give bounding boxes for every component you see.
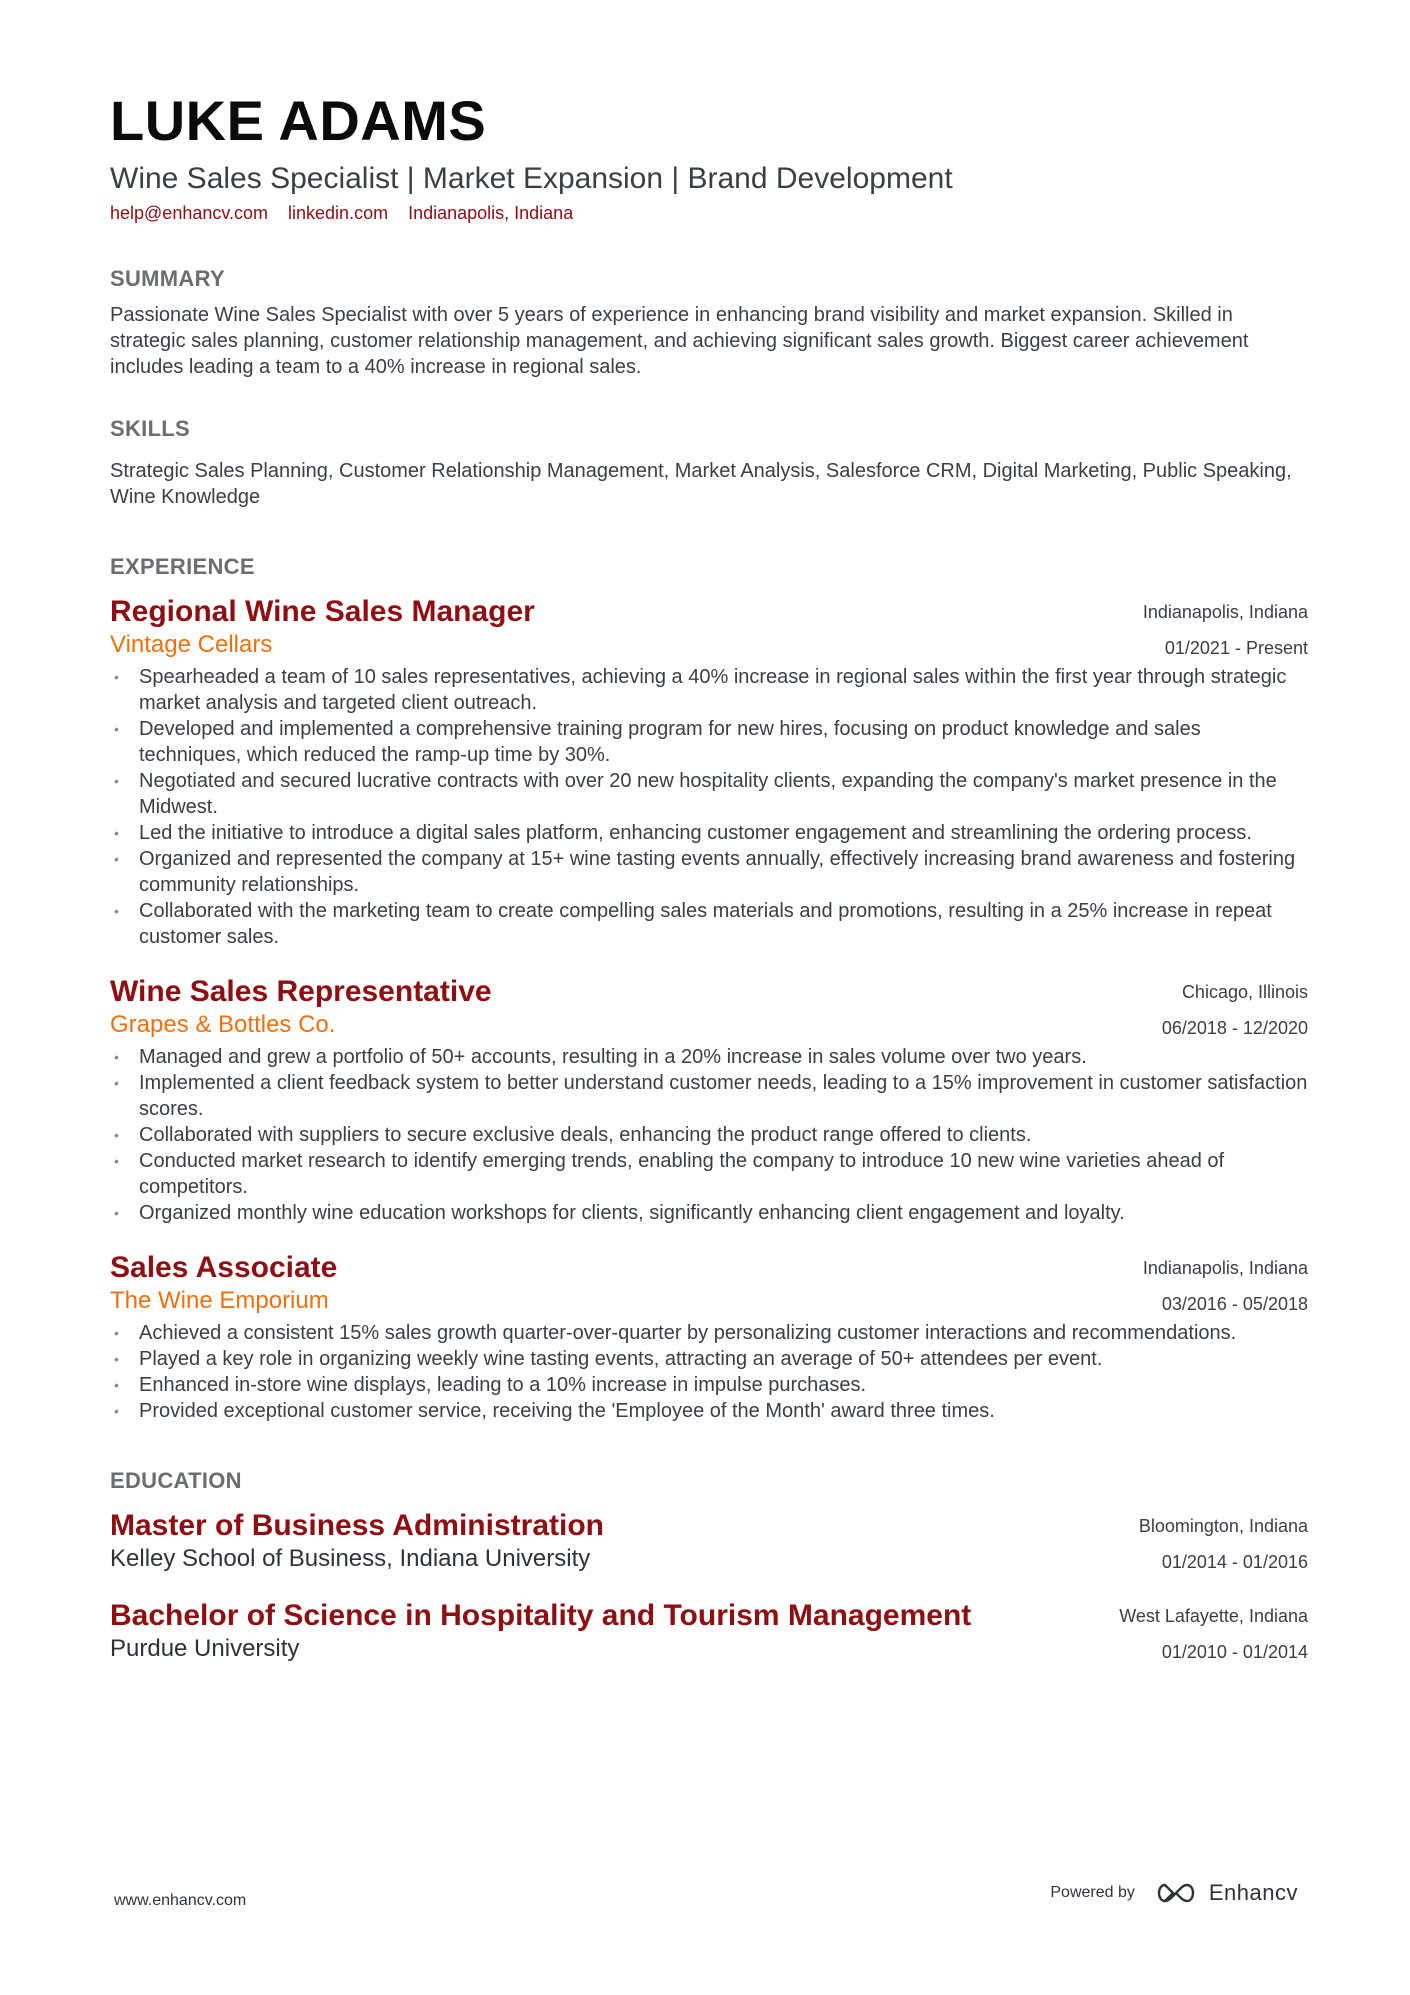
headline: Wine Sales Specialist | Market Expansion | Brand Development xyxy=(110,161,953,195)
job-bullet: • Conducted market research to identify emerging trends, enabling the company to introduce 10 new wine varieties ahead of competitors. xyxy=(114,1149,1225,1198)
job-bullets xyxy=(110,664,1308,950)
resume-page xyxy=(110,89,1308,1664)
brand-name: Enhancv xyxy=(1208,1880,1298,1905)
job-bullet: • Organized and represented the company at 15+ wine tasting events annually, effectively increasing brand awareness and fostering community relationships. xyxy=(114,847,1296,896)
job-dates: 06/2018 - 12/2020 xyxy=(1161,1017,1308,1038)
job-company: The Wine Emporium xyxy=(110,1286,329,1314)
bullet-dot-icon: • xyxy=(114,1350,119,1367)
job-bullet: • Led the initiative to introduce a digital sales platform, enhancing customer engagement and streamlining the ordering process. xyxy=(114,821,1252,844)
job-bullets xyxy=(110,1320,1308,1424)
skills-text: Strategic Sales Planning, Customer Relationship Management, Market Analysis, Salesforce CRM, Digital Marketing, Public Speaking, Wine Knowledge xyxy=(110,459,1292,508)
job-bullet: • Developed and implemented a comprehensive training program for new hires, focusing on product knowledge and sales techniques, which reduced the ramp-up time by 30%. xyxy=(114,717,1201,766)
job-bullet: • Collaborated with suppliers to secure exclusive deals, enhancing the product range offered to clients. xyxy=(114,1123,1032,1146)
summary-text: Passionate Wine Sales Specialist with over 5 years of experience in enhancing brand visibility and market expansion. Skilled in strategic sales planning, customer relationship management, and achieving significant sales growth. Biggest career achievement includes leading a team to a 40% increase in regional sales. xyxy=(110,303,1249,378)
bullet-dot-icon: • xyxy=(114,1376,119,1393)
bullet-dot-icon: • xyxy=(114,1204,119,1221)
job-entry xyxy=(110,1250,1308,1424)
footer-website-link[interactable]: www.enhancv.com xyxy=(114,1892,247,1909)
bullet-dot-icon: • xyxy=(114,1324,119,1341)
education-location: West Lafayette, Indiana xyxy=(1119,1605,1308,1626)
section-title-summary: SUMMARY xyxy=(110,265,225,291)
bullet-dot-icon: • xyxy=(114,1074,119,1091)
powered-by-label: Powered by xyxy=(1050,1884,1135,1901)
bullet-dot-icon: • xyxy=(114,1402,119,1419)
job-meta xyxy=(1143,1250,1308,1322)
education-dates: 01/2014 - 01/2016 xyxy=(1161,1551,1308,1572)
job-entry xyxy=(110,594,1308,950)
job-bullets xyxy=(110,1044,1308,1226)
job-title: Sales Associate xyxy=(110,1250,338,1284)
bullet-dot-icon: • xyxy=(114,824,119,841)
job-company: Grapes & Bottles Co. xyxy=(110,1010,336,1038)
bullet-dot-icon: • xyxy=(114,850,119,867)
job-header xyxy=(110,974,1308,1040)
education-meta xyxy=(1139,1508,1308,1580)
education-location: Bloomington, Indiana xyxy=(1138,1515,1308,1536)
contact-row xyxy=(110,203,1308,224)
job-bullet: • Collaborated with the marketing team to create compelling sales materials and promotions, resulting in a 25% increase in repeat customer sales. xyxy=(114,899,1272,948)
job-location: Chicago, Illinois xyxy=(1181,981,1308,1002)
education-entry xyxy=(110,1508,1308,1574)
contact-email[interactable]: help@enhancv.com xyxy=(110,202,269,223)
candidate-name: LUKE ADAMS xyxy=(110,89,487,152)
school-name: Purdue University xyxy=(110,1634,300,1662)
bullet-dot-icon: • xyxy=(114,720,119,737)
experience-section xyxy=(110,554,1308,1424)
enhancv-logo-icon xyxy=(1153,1881,1199,1905)
bullet-dot-icon: • xyxy=(114,902,119,919)
degree-title: Bachelor of Science in Hospitality and Tourism Management xyxy=(110,1598,972,1632)
job-bullet: • Spearheaded a team of 10 sales representatives, achieving a 40% increase in regional sales within the first year through strategic market analysis and targeted client outreach. xyxy=(114,665,1287,714)
job-title: Regional Wine Sales Manager xyxy=(110,594,535,628)
section-title-experience: EXPERIENCE xyxy=(110,553,255,579)
job-bullet: • Enhanced in-store wine displays, leading to a 10% increase in impulse purchases. xyxy=(114,1373,867,1396)
summary-section xyxy=(110,266,1308,380)
job-header xyxy=(110,594,1308,660)
job-title: Wine Sales Representative xyxy=(110,974,492,1008)
job-dates: 03/2016 - 05/2018 xyxy=(1161,1293,1308,1314)
skills-section xyxy=(110,416,1308,510)
bullet-dot-icon: • xyxy=(114,772,119,789)
bullet-dot-icon: • xyxy=(114,1126,119,1143)
job-meta xyxy=(1162,974,1308,1046)
education-entry xyxy=(110,1598,1308,1664)
education-dates: 01/2010 - 01/2014 xyxy=(1161,1641,1308,1662)
contact-linkedin[interactable]: linkedin.com xyxy=(288,202,389,223)
bullet-dot-icon: • xyxy=(114,668,119,685)
job-bullet: • Provided exceptional customer service, receiving the 'Employee of the Month' award three times. xyxy=(114,1399,995,1422)
bullet-dot-icon: • xyxy=(114,1048,119,1065)
job-bullet: • Managed and grew a portfolio of 50+ accounts, resulting in a 20% increase in sales volume over two years. xyxy=(114,1045,1087,1068)
section-title-education: EDUCATION xyxy=(110,1467,242,1493)
education-section xyxy=(110,1468,1308,1664)
school-name: Kelley School of Business, Indiana University xyxy=(110,1544,591,1572)
job-bullet: • Played a key role in organizing weekly wine tasting events, attracting an average of 50+ attendees per event. xyxy=(114,1347,1103,1370)
contact-location: Indianapolis, Indiana xyxy=(408,202,574,223)
job-bullet: • Achieved a consistent 15% sales growth quarter-over-quarter by personalizing customer interactions and recommendations. xyxy=(114,1321,1237,1344)
education-meta xyxy=(1119,1598,1308,1670)
job-dates: 01/2021 - Present xyxy=(1164,637,1308,658)
job-bullet: • Negotiated and secured lucrative contracts with over 20 new hospitality clients, expanding the company's market presence in the Midwest. xyxy=(114,769,1277,818)
bullet-dot-icon: • xyxy=(114,1152,119,1169)
job-bullet: • Implemented a client feedback system to better understand customer needs, leading to a 15% improvement in customer satisfaction scores. xyxy=(114,1071,1308,1120)
job-header xyxy=(110,1250,1308,1316)
footer-branding xyxy=(1050,1880,1298,1906)
job-bullet: • Organized monthly wine education workshops for clients, significantly enhancing client engagement and loyalty. xyxy=(114,1201,1125,1224)
job-company: Vintage Cellars xyxy=(110,630,273,658)
job-meta xyxy=(1143,594,1308,666)
job-location: Indianapolis, Indiana xyxy=(1142,601,1308,622)
degree-title: Master of Business Administration xyxy=(110,1508,604,1542)
job-location: Indianapolis, Indiana xyxy=(1142,1257,1308,1278)
brand-logo[interactable] xyxy=(1153,1880,1298,1906)
section-title-skills: SKILLS xyxy=(110,415,191,441)
job-entry xyxy=(110,974,1308,1226)
